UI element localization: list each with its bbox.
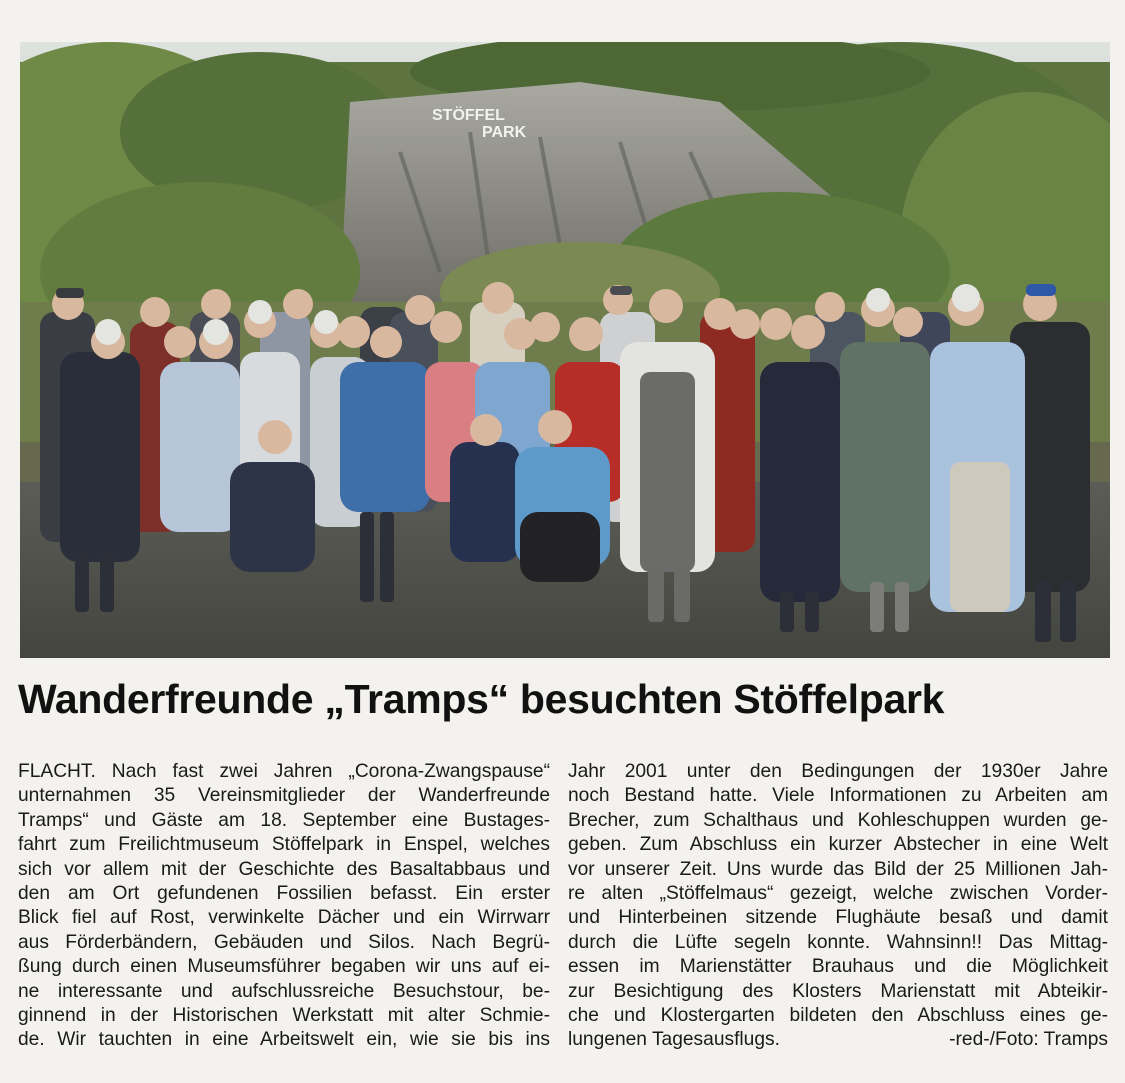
article-line: re alten „Stöffelmaus“ gezeigt, welche zwischen Vorder-: [568, 883, 1108, 905]
article-line: den am Ort gefundenen Fossilien befasst. Ein erster: [18, 883, 550, 905]
group-photo: [20, 42, 1110, 658]
article-line: Brecher, zum Schalthaus und Kohleschuppen wurden ge-: [568, 809, 1108, 831]
article-line: aus Förderbändern, Gebäuden und Silos. Nach Begrü-: [18, 931, 550, 953]
article-line: Jahr 2001 unter den Bedingungen der 1930er Jahre: [568, 761, 1108, 782]
article-line: fahrt zum Freilichtmuseum Stöffelpark in Enspel, welches: [18, 834, 550, 856]
article-line: durch die Lüfte segeln konnte. Wahnsinn!! Das Mittag-: [568, 931, 1108, 953]
article-line: vor unserer Zeit. Uns wurde das Bild der 25 Millionen Jah-: [568, 858, 1108, 880]
rock-sign-line1: STÖFFEL: [432, 107, 505, 124]
group-photo-illustration: [20, 42, 1110, 658]
article-line: essen im Marienstätter Brauhaus und die Möglichkeit: [568, 956, 1108, 978]
article-line: Tramps“ und Gäste am 18. September eine Bustages-: [18, 809, 550, 831]
article-line: ßung durch einen Museumsführer begaben wir uns auf ei-: [18, 956, 550, 978]
article-final-line: [568, 1028, 1108, 1052]
photo-credit: -red-/Foto: Tramps: [949, 1029, 1108, 1051]
article-line: noch Bestand hatte. Viele Informationen zu Arbeiten am: [568, 785, 1108, 807]
article-headline: Wanderfreunde „Tramps“ besuchten Stöffelpark: [18, 676, 945, 722]
article-line: de. Wir tauchten in eine Arbeitswelt ein, wie sie bis ins: [18, 1029, 550, 1051]
article-line: ne interessante und aufschlussreiche Besuchstour, be-: [18, 980, 550, 1002]
article-line: lungenen Tagesausflugs.: [568, 1029, 780, 1051]
article-line: ginnend in der Historischen Werkstatt mit alter Schmie-: [18, 1005, 550, 1027]
rock-sign-line2: PARK: [482, 124, 527, 141]
article-line: Blick fiel auf Rost, verwinkelte Dächer und ein Wirrwarr: [18, 907, 550, 929]
article-line: che und Klostergarten bildeten den Abschluss eines ge-: [568, 1005, 1108, 1027]
article-line: zur Besichtigung des Klosters Marienstatt mit Abteikir-: [568, 980, 1108, 1002]
article-column-right: [568, 760, 1108, 1053]
article-line: geben. Zum Abschluss ein kurzer Abstecher in eine Welt: [568, 834, 1108, 856]
article-line: unternahmen 35 Vereinsmitglieder der Wanderfreunde: [18, 785, 550, 807]
article-line: und Hinterbeinen sitzende Flughäute besaß und damit: [568, 907, 1108, 929]
article-line: FLACHT. Nach fast zwei Jahren „Corona-Zwangspause“: [18, 761, 550, 782]
article-line: sich vor allem mit der Geschichte des Basaltabbaus und: [18, 858, 550, 880]
article-column-left: [18, 760, 550, 1053]
